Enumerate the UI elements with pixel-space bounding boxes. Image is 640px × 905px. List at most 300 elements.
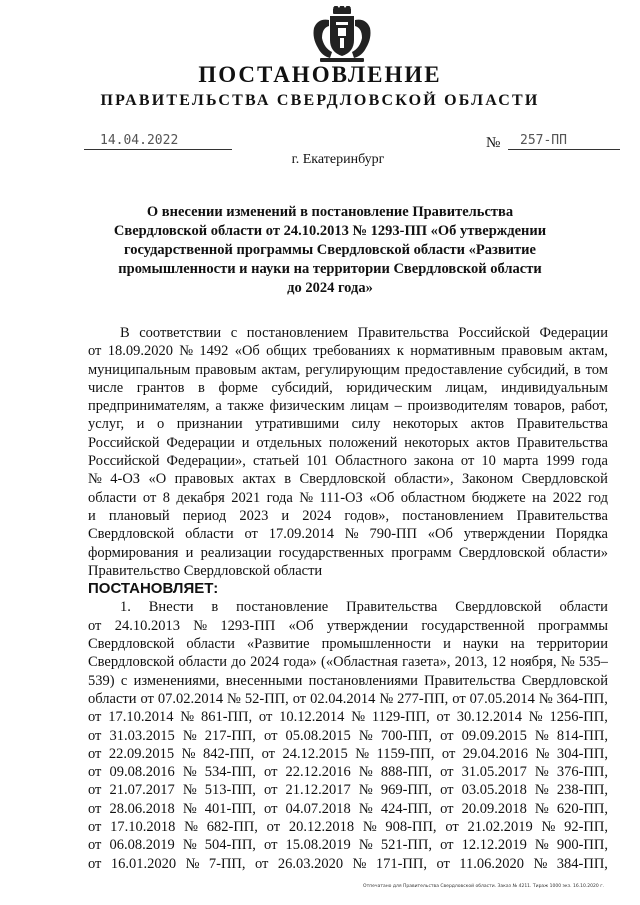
word: 20.12.2018 (288, 819, 355, 836)
word: № (352, 855, 367, 872)
word: № (182, 837, 197, 854)
word: в (573, 361, 581, 378)
word: Правительства (516, 507, 608, 524)
word: Правительства (516, 416, 608, 433)
word: Федерации», (166, 453, 246, 470)
word: 09.08.2016 (109, 764, 175, 781)
word: лицам (350, 398, 389, 415)
word: и (88, 507, 96, 524)
word: от (264, 764, 278, 781)
word: Свердловской (88, 526, 175, 543)
word: от (440, 727, 454, 744)
word: от (88, 819, 102, 836)
word: производителям (407, 398, 508, 415)
word: от (441, 745, 456, 762)
word: 1256-ПП, (549, 709, 608, 726)
word: Российской (88, 453, 160, 470)
word: 18.09.2020 (107, 343, 173, 360)
word: от (88, 782, 102, 799)
word: 22.12.2016 (285, 764, 351, 781)
word: 17.09.2014 (268, 526, 334, 543)
word: до (231, 654, 246, 671)
word: в (198, 379, 205, 396)
word: от (264, 727, 278, 744)
word: Внести (148, 599, 194, 616)
word: предоставление (404, 361, 503, 378)
word: территории (536, 636, 608, 653)
word: № (534, 782, 549, 799)
word: реализации (200, 544, 272, 561)
word: 171-ПП, (375, 855, 427, 872)
coat-of-arms-icon (302, 6, 382, 66)
word: от (88, 617, 102, 634)
heading-line: промышленности и науки на территории Свердловской области (118, 261, 542, 277)
word: области (88, 690, 137, 707)
word: № (534, 837, 549, 854)
word: 620-ПП, (556, 800, 608, 817)
word: № (182, 764, 197, 781)
word: 2022 (552, 489, 582, 506)
word: 539) (88, 672, 115, 689)
word: № (379, 690, 394, 707)
word: актам, (568, 343, 608, 360)
word: № (533, 855, 548, 872)
word: 12 (491, 654, 507, 671)
word: 31.05.2017 (461, 764, 527, 781)
word: утверждении (326, 617, 409, 634)
word: от (445, 819, 459, 836)
heading-line: государственной программы Свердловской области «Развитие (124, 242, 536, 258)
word: 4-ОЗ (110, 471, 141, 488)
word: субсидий, (507, 361, 569, 378)
word: правовым (501, 343, 563, 360)
word: № (351, 709, 366, 726)
word: от (264, 782, 278, 799)
document-subtitle: ПРАВИТЕЛЬСТВА СВЕРДЛОВСКОЙ ОБЛАСТИ (100, 92, 540, 109)
word: 30.12.2014 (456, 709, 522, 726)
word: от (261, 745, 275, 762)
heading-line: до 2024 года» (287, 280, 373, 296)
word: от (88, 800, 102, 817)
heading-line: Свердловской области от 24.10.2013 № 1293-ПП «Об утверждении (113, 223, 547, 239)
word: закона (413, 453, 454, 470)
word: области (185, 526, 234, 543)
word: Правительства (357, 325, 449, 341)
word: и (185, 544, 194, 561)
body-line (88, 836, 608, 854)
word: Федерации (539, 325, 608, 341)
body-line (88, 635, 608, 653)
word: области (186, 636, 235, 653)
body-line (88, 489, 608, 507)
word: 700-ПП, (380, 727, 432, 744)
word: № (355, 745, 370, 762)
body-line (88, 361, 608, 379)
word: 09.09.2015 (461, 727, 527, 744)
word: программ (391, 544, 452, 561)
word: нормативным (410, 343, 496, 360)
word: 217-ПП, (204, 727, 256, 744)
word: «Об (288, 617, 314, 634)
word: № (358, 727, 373, 744)
word: от (440, 782, 454, 799)
word: 2023 (239, 507, 269, 524)
word: 384-ПП, (556, 855, 608, 872)
word: от (88, 709, 102, 726)
word: отдельных (256, 434, 322, 451)
word: с (230, 325, 238, 341)
word: годов», (344, 507, 390, 524)
body-line (88, 598, 608, 616)
body-line (88, 525, 608, 543)
word: от (244, 526, 258, 543)
word: от (88, 727, 102, 744)
word: на (532, 489, 547, 506)
word: 17.10.2014 (108, 709, 174, 726)
word: 04.07.2018 (285, 800, 351, 817)
word: актов (476, 434, 510, 451)
body-line (88, 617, 608, 635)
word: 02.04.2014 (310, 690, 376, 707)
word: № (344, 526, 359, 543)
word: марта (502, 453, 539, 470)
document-body (88, 324, 608, 873)
word: 7-ПП, (208, 855, 246, 872)
word: В (120, 325, 130, 341)
city: г. Екатеринбург (291, 152, 385, 167)
word: «Об (234, 343, 260, 360)
body-line (88, 434, 608, 452)
word: № (362, 819, 377, 836)
word: 24.12.2015 (282, 745, 348, 762)
word: индивидуальным (501, 379, 608, 396)
body-line (88, 690, 608, 708)
word: 92-ПП, (564, 819, 608, 836)
word: 1492 (199, 343, 229, 360)
body-line (88, 727, 608, 745)
word: 888-ПП, (380, 764, 432, 781)
word: 2024 (302, 507, 332, 524)
word: 12.12.2019 (461, 837, 527, 854)
print-footer: Отпечатано для Правительства Свердловской области. Заказ № 4211. Тираж 1000 экз. 16.10.2020 г. (363, 884, 604, 889)
word: («Областная (321, 654, 398, 671)
word: и (241, 434, 250, 451)
word: от (88, 764, 102, 781)
word: № (528, 709, 543, 726)
word: № (193, 617, 208, 634)
word: 111-ОЗ (319, 489, 363, 506)
word: «Об (427, 526, 453, 543)
word: № (182, 782, 197, 799)
word: на (510, 636, 525, 653)
word: муниципальным (88, 361, 191, 378)
word: постановление (236, 599, 329, 616)
body-line (88, 470, 608, 488)
word: товаров, (513, 398, 566, 415)
word: № (182, 800, 197, 817)
body-line (88, 818, 608, 836)
word: юридическим (346, 379, 432, 396)
word: «Об (369, 489, 395, 506)
word: форме (218, 379, 258, 396)
word: регулирующим (305, 361, 400, 378)
document-title: ПОСТАНОВЛЕНИЕ (198, 62, 442, 87)
word: области (88, 489, 137, 506)
word: от (88, 745, 102, 762)
word: Свердловской (88, 636, 175, 653)
word: Свердловской (299, 471, 386, 488)
word: «Развитие (246, 636, 310, 653)
word: 908-ПП, (385, 819, 437, 836)
word: № (180, 709, 195, 726)
body-line (88, 653, 608, 671)
word: № (541, 819, 556, 836)
number-sign: № (486, 135, 501, 151)
word: от (88, 343, 102, 360)
word: области», (394, 471, 454, 488)
word: Порядка (555, 526, 608, 543)
word: 861-ПП, (200, 709, 253, 726)
word: утверждении (463, 526, 545, 543)
document-date: 14.04.2022 (84, 133, 232, 150)
word: от (440, 764, 454, 781)
word: 52-ПП, (244, 690, 289, 707)
word: № (299, 489, 314, 506)
body-line (88, 708, 608, 726)
word: 842-ПП, (202, 745, 255, 762)
word: актах (242, 471, 276, 488)
word: 513-ПП, (204, 782, 256, 799)
word: 10 (481, 453, 496, 470)
word: с (120, 672, 128, 689)
document-number: 257-ПП (508, 133, 620, 150)
word: некоторых (404, 434, 470, 451)
body-line (88, 781, 608, 799)
word: 1999 (545, 453, 575, 470)
word: № (182, 727, 197, 744)
word: 03.05.2018 (461, 782, 527, 799)
word: о (156, 416, 165, 433)
word: декабря (176, 489, 225, 506)
word: 814-ПП, (556, 727, 608, 744)
word: Свердловской (521, 672, 608, 689)
word: промышленности (321, 636, 432, 653)
word: 10.12.2014 (279, 709, 345, 726)
word: программы (537, 617, 608, 634)
word: от (264, 837, 278, 854)
word: и (136, 416, 145, 433)
word: 11.06.2020 (459, 855, 525, 872)
word: № (88, 471, 102, 488)
word: 277-ПП, (397, 690, 449, 707)
word: грантов (136, 379, 185, 396)
word: физическим (269, 398, 345, 415)
body-line (88, 324, 608, 342)
word: «О (148, 471, 167, 488)
word: № (358, 782, 373, 799)
word: – (394, 398, 402, 415)
word: 06.08.2019 (109, 837, 175, 854)
word: общих (266, 343, 307, 360)
word: от (88, 837, 102, 854)
word: 26.03.2020 (277, 855, 344, 872)
word: Свердловской (455, 599, 542, 616)
word: 28.06.2018 (109, 800, 175, 817)
word: к (396, 343, 404, 360)
word: области (178, 654, 228, 671)
word: от (254, 855, 269, 872)
word: 17.10.2018 (110, 819, 176, 836)
word: постановлениями (308, 672, 418, 689)
word: 1129-ПП, (371, 709, 430, 726)
word: 21.02.2019 (467, 819, 533, 836)
word: Российской (458, 325, 530, 341)
word: положений (328, 434, 398, 451)
body-line (88, 855, 608, 873)
word: период (182, 507, 227, 524)
word: областном (400, 489, 466, 506)
word: год (588, 489, 608, 506)
word: 504-ПП, (204, 837, 256, 854)
word: Свердловской (521, 471, 608, 488)
word: № (185, 855, 200, 872)
word: 05.08.2015 (285, 727, 351, 744)
word: соответствии (139, 325, 222, 341)
word: от (440, 800, 454, 817)
word: плановый (108, 507, 170, 524)
word: года» (283, 654, 317, 671)
body-line (88, 800, 608, 818)
word: в (284, 471, 292, 488)
body-line (88, 544, 608, 562)
word: от (452, 690, 466, 707)
word: Законом (461, 471, 514, 488)
word: постановлением (246, 325, 349, 341)
body-line (88, 672, 608, 690)
word: услуг, (88, 416, 125, 433)
word: от (264, 800, 278, 817)
word: а (215, 398, 222, 415)
word: государственных (278, 544, 385, 561)
word: и (281, 507, 290, 524)
word: 969-ПП, (380, 782, 432, 799)
word: Правительства (346, 599, 438, 616)
word: 376-ПП, (556, 764, 608, 781)
word: 364-ПП, (556, 690, 608, 707)
word: 238-ПП, (556, 782, 608, 799)
word: 21.07.2017 (109, 782, 175, 799)
word: года (266, 489, 293, 506)
word: силу (351, 416, 381, 433)
word: от (140, 690, 154, 707)
word: № (534, 800, 549, 817)
word: № (184, 819, 198, 836)
word: 22.09.2015 (108, 745, 175, 762)
word: 424-ПП, (380, 800, 432, 817)
body-line (88, 507, 608, 525)
body-line: Правительство Свердловской области (88, 562, 323, 579)
word: признании (176, 416, 243, 433)
word: 8 (162, 489, 170, 506)
word: от (436, 855, 450, 872)
word: 2024 (250, 654, 280, 671)
word: 304-ПП, (556, 745, 608, 762)
word: субсидий, (271, 379, 333, 396)
word: № (534, 764, 549, 781)
word: постановлением (402, 507, 504, 524)
word: Областного (335, 453, 407, 470)
word: изменениями, (133, 672, 220, 689)
word: некоторых (392, 416, 459, 433)
word: Правительства (516, 434, 608, 451)
word: актов (470, 416, 505, 433)
word: 15.08.2019 (285, 837, 351, 854)
word: области» (552, 544, 608, 561)
word: Свердловской (88, 654, 175, 671)
word: от (258, 709, 273, 726)
word: правовым (195, 361, 257, 378)
word: 790-ПП (369, 526, 417, 543)
word: 2021 (231, 489, 261, 506)
word: № (535, 745, 550, 762)
word: 2013, (454, 654, 488, 671)
word: в (211, 599, 219, 616)
word: Свердловской (458, 544, 546, 561)
word: от (440, 837, 454, 854)
word: 24.10.2013 (114, 617, 180, 634)
word: газета», (402, 654, 451, 671)
word: № (227, 690, 241, 707)
body-line (88, 342, 608, 360)
word: 401-ПП, (204, 800, 256, 817)
word: от (292, 690, 307, 707)
word: от (460, 453, 475, 470)
body-line (88, 763, 608, 781)
document-heading (96, 203, 564, 298)
word: 07.05.2014 (469, 690, 535, 707)
word: 101 (306, 453, 328, 470)
word: от (142, 489, 157, 506)
word: 07.02.2014 (157, 690, 224, 707)
word: также (227, 398, 264, 415)
word: 1293-ПП (220, 617, 276, 634)
body-line (88, 379, 608, 397)
word: от (266, 819, 281, 836)
heading-line: О внесении изменений в постановление Правительства (146, 204, 514, 220)
word: 31.03.2015 (109, 727, 175, 744)
word: Правительства (424, 672, 516, 689)
word: 20.09.2018 (461, 800, 527, 817)
word: 682-ПП, (206, 819, 258, 836)
body-line (88, 452, 608, 470)
word: внесенными (225, 672, 303, 689)
word: 1159-ПП, (376, 745, 435, 762)
body-line: ПОСТАНОВЛЯЕТ: (88, 580, 219, 598)
word: № (538, 690, 553, 707)
word: государственной (421, 617, 525, 634)
word: и (443, 636, 451, 653)
word: 521-ПП, (380, 837, 432, 854)
word: № (358, 800, 373, 817)
word: Российской (88, 434, 160, 451)
word: требованиях (313, 343, 391, 360)
word: 29.04.2016 (462, 745, 529, 762)
word: № (560, 654, 575, 671)
word: 16.01.2020 (110, 855, 177, 872)
word: формирования (88, 544, 179, 561)
word: том (585, 361, 608, 378)
word: от (436, 709, 450, 726)
